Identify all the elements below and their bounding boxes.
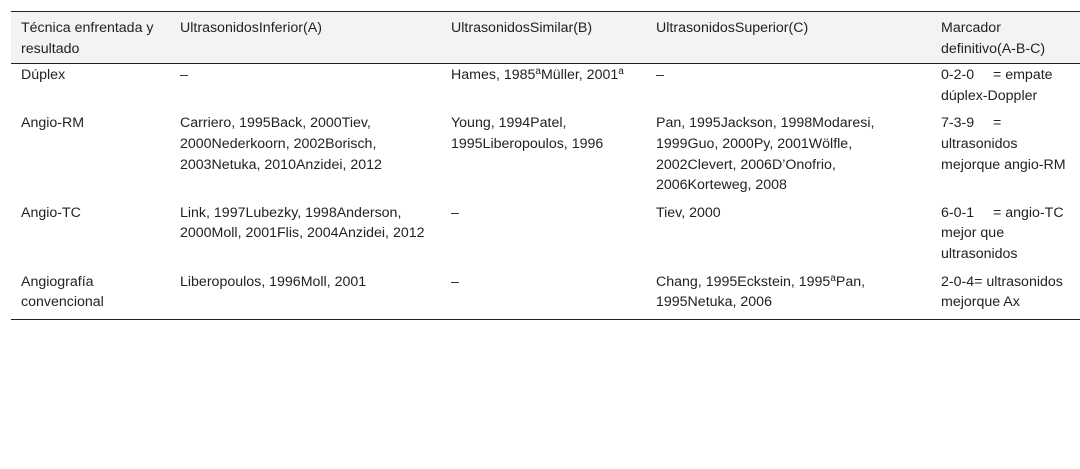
header-score: Marcador definitivo(A-B-C) <box>931 12 1080 64</box>
cell-technique: Angio-RM <box>21 115 85 132</box>
cell-score <box>931 64 1080 113</box>
cell-score <box>931 112 1080 201</box>
cell-technique: Angio-TC <box>21 204 81 221</box>
score-value: 2-0-4= <box>941 273 983 290</box>
cell-similar <box>441 64 646 113</box>
score-value: 6-0-1 <box>941 204 975 221</box>
citation-text: Pan, 1995Netuka, 2006 <box>656 273 866 311</box>
header-row <box>11 12 1080 64</box>
cell-inferior: – <box>180 67 188 84</box>
table-body <box>11 64 1080 320</box>
citation-text: Chang, 1995Eckstein, 1995 <box>656 273 831 290</box>
cell-similar: – <box>451 204 459 221</box>
cell-technique: Dúplex <box>21 67 66 84</box>
cell-score <box>931 271 1080 320</box>
score-value: 0-2-0 <box>941 67 975 84</box>
results-table <box>11 11 1080 320</box>
cell-superior <box>646 271 931 320</box>
citation-text: Hames, 1985 <box>451 67 536 84</box>
header-technique: Técnica enfrentada y resultado <box>11 12 170 64</box>
cell-superior: Pan, 1995Jackson, 1998Modaresi, 1999Guo, 2000Py, 2001Wölfle, 2002Clevert, 2006D’Onofrio, 2006Korteweg, 2008 <box>656 115 875 194</box>
cell-similar: Young, 1994Patel, 1995Liberopoulos, 1996 <box>451 115 604 152</box>
table-row <box>11 202 1080 271</box>
cell-inferior: Liberopoulos, 1996Moll, 2001 <box>180 273 367 290</box>
table-header <box>11 12 1080 64</box>
cell-similar: – <box>451 273 459 290</box>
score-verdict: = ultrasonidos mejorque angio-RM <box>941 115 1066 173</box>
table-row <box>11 112 1080 201</box>
header-inferior: UltrasonidosInferior(A) <box>170 12 441 64</box>
cell-superior: Tiev, 2000 <box>656 204 721 221</box>
cell-inferior: Link, 1997Lubezky, 1998Anderson, 2000Moll, 2001Flis, 2004Anzidei, 2012 <box>180 204 425 242</box>
score-verdict: ultrasonidos mejorque Ax <box>941 273 1063 311</box>
footnote-marker: a <box>535 66 541 78</box>
table-row <box>11 271 1080 320</box>
citation-text: Müller, 2001 <box>540 67 619 84</box>
cell-technique: Angiografía convencional <box>21 273 104 311</box>
results-table-container <box>11 11 1066 320</box>
score-verdict: = empate dúplex-Doppler <box>941 67 1053 104</box>
cell-inferior: Carriero, 1995Back, 2000Tiev, 2000Nederkoorn, 2002Borisch, 2003Netuka, 2010Anzidei, 2012 <box>180 115 382 173</box>
cell-superior: – <box>656 67 664 84</box>
footnote-marker: a <box>618 66 624 78</box>
header-similar: UltrasonidosSimilar(B) <box>441 12 646 64</box>
table-row <box>11 64 1080 113</box>
score-verdict: = angio-TC mejor que ultrasonidos <box>941 204 1064 262</box>
footnote-marker: a <box>830 272 836 284</box>
score-value: 7-3-9 <box>941 115 975 132</box>
header-superior: UltrasonidosSuperior(C) <box>646 12 931 64</box>
cell-score <box>931 202 1080 271</box>
